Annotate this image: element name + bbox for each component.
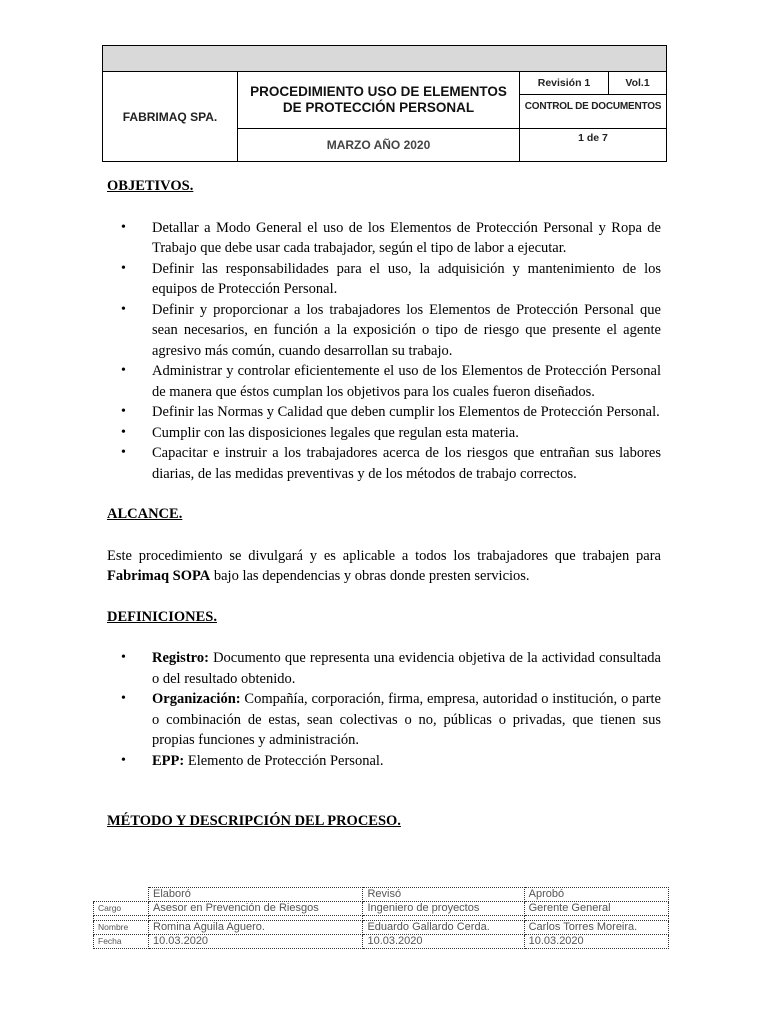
objetivos-heading: OBJETIVOS. xyxy=(107,178,194,194)
bullet-icon: • xyxy=(121,301,126,317)
list-item: • Administrar y controlar eficientemente el uso de los Elementos de Protección Personal de manera que éstos cumplan los objetivos para los cuales fueron diseñados. xyxy=(121,363,661,400)
table-row: Cargo Asesor en Prevención de Riesgos Ingeniero de proyectos Gerente General xyxy=(94,902,669,916)
company-bold: Fabrimaq SOPA xyxy=(107,568,211,584)
document-body xyxy=(107,176,661,832)
table-row: Nombre Romina Aguila Aguero. Eduardo Gallardo Cerda. Carlos Torres Moreira. xyxy=(94,921,669,935)
bullet-icon: • xyxy=(121,424,126,440)
bullet-icon: • xyxy=(121,363,126,378)
bullet-icon: • xyxy=(121,445,126,460)
bullet-icon: • xyxy=(121,260,126,276)
definiciones-list xyxy=(107,648,661,771)
bullet-icon: • xyxy=(121,404,126,419)
document-title xyxy=(238,72,519,128)
table-row: Fecha 10.03.2020 10.03.2020 10.03.2020 xyxy=(94,935,669,949)
list-item: • Cumplir con las disposiciones legales que regulan esta materia. xyxy=(107,423,661,444)
bullet-icon: • xyxy=(121,691,126,706)
list-item: • Definir y proporcionar a los trabajadores los Elementos de Protección Personal que sean necesarios, en función a la exposición o tipo de riesgo que presente el agente agresivo más común, cuando desarrollan su trabajo. xyxy=(121,301,661,359)
list-item: • EPP: Elemento de Protección Personal. xyxy=(107,751,661,772)
list-item: • Organización: Compañía, corporación, firma, empresa, autoridad o institución, o parte o combinación de estas, sean colectivas o no, públicas o privadas, que tienen sus propias funciones y administración. xyxy=(121,691,661,748)
volume-label: Vol.1 xyxy=(625,77,650,89)
col-aprobo: Aprobó xyxy=(524,888,668,902)
list-item: • Registro: Documento que representa una evidencia objetiva de la actividad consultada o del resultado obtenido. xyxy=(121,650,661,687)
bullet-icon: • xyxy=(121,650,126,665)
col-reviso: Revisó xyxy=(363,888,524,902)
company-name: FABRIMAQ SPA. xyxy=(122,109,218,124)
list-item: • Detallar a Modo General el uso de los Elementos de Protección Personal y Ropa de Trabajo que debe usar cada trabajador, según el tipo de labor a ejecutar. xyxy=(121,219,661,256)
page-count: 1 de 7 xyxy=(578,132,608,144)
document-date: MARZO AÑO 2020 xyxy=(326,138,431,152)
title-line-1: PROCEDIMIENTO USO DE ELEMENTOS xyxy=(250,84,507,99)
bullet-icon: • xyxy=(121,752,126,768)
control-label: CONTROL DE DOCUMENTOS xyxy=(524,101,662,112)
bullet-icon: • xyxy=(121,219,126,235)
header-grey-band xyxy=(103,46,666,72)
document-header xyxy=(102,45,667,162)
revision-label: Revisión 1 xyxy=(537,77,591,89)
list-item: • Capacitar e instruir a los trabajadores acerca de los riesgos que entrañan sus labores diarias, de las medidas preventivas y de los métodos de trabajo correctos. xyxy=(121,445,661,482)
title-line-2: DE PROTECCIÓN PERSONAL xyxy=(282,100,475,115)
objetivos-list xyxy=(107,218,661,485)
col-elaboro: Elaboró xyxy=(149,888,363,902)
list-item: • Definir las Normas y Calidad que deben cumplir los Elementos de Protección Personal. xyxy=(107,402,661,423)
row-label-fecha: Fecha xyxy=(94,935,149,949)
definiciones-heading: DEFINICIONES. xyxy=(107,608,217,625)
alcance-heading: ALCANCE. xyxy=(107,506,183,522)
metodo-heading: MÉTODO Y DESCRIPCIÓN DEL PROCESO. xyxy=(107,813,401,829)
row-label-cargo: Cargo xyxy=(94,902,149,916)
list-item: • Definir las responsabilidades para el uso, la adquisición y mantenimiento de los equipos de Protección Personal. xyxy=(121,260,661,297)
table-row xyxy=(94,888,669,902)
row-label-nombre: Nombre xyxy=(94,921,149,935)
alcance-paragraph: Este procedimiento se divulgará y es aplicable a todos los trabajadores que trabajen para Fabrimaq SOPA bajo las dependencias y obras donde presten servicios. xyxy=(107,547,661,584)
signature-table xyxy=(93,887,669,949)
